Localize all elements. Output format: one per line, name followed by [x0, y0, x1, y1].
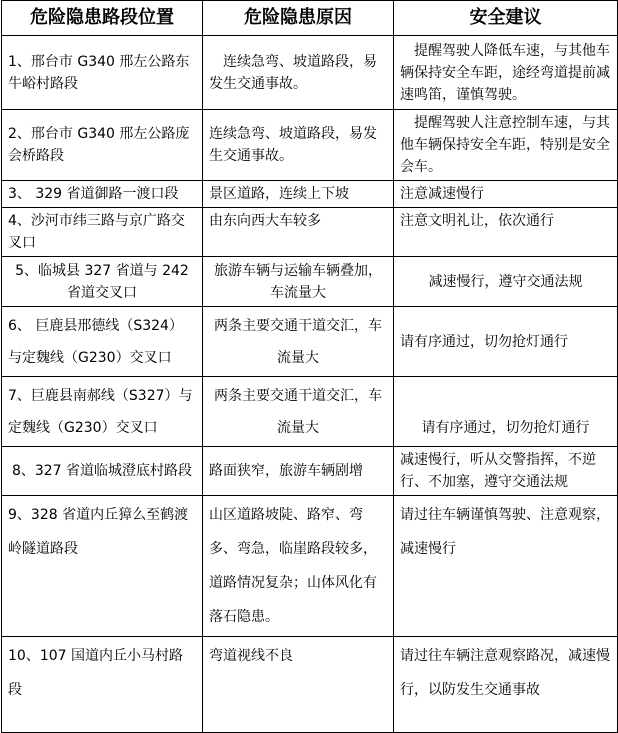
table-row: [2, 377, 618, 447]
advice-cell: 注意文明礼让，依次通行: [394, 208, 618, 257]
table-row: [2, 307, 618, 377]
advice-cell: 注意减速慢行: [394, 181, 618, 208]
advice-cell: 请过往车辆注意观察路况，减速慢行，以防发生交通事故: [394, 637, 618, 733]
cause-cell: 连续急弯、坡道路段，易发生交通事故。: [203, 110, 394, 181]
advice-cell: 减速慢行，听从交警指挥，不逆行、不加塞，遵守交通法规: [394, 447, 618, 496]
location-cell: 2、邢台市 G340 邢左公路庞会桥路段: [2, 110, 203, 181]
table-row: [2, 496, 618, 637]
table-row: [2, 181, 618, 208]
cause-cell: 由东向西大车较多: [203, 208, 394, 257]
hazard-table: [1, 0, 618, 733]
location-cell: 8、327 省道临城澄底村路段: [2, 447, 203, 496]
table-row: [2, 208, 618, 257]
advice-cell: 请有序通过，切勿抢灯通行: [394, 377, 618, 447]
table-row: [2, 447, 618, 496]
advice-cell: 提醒驾驶人降低车速，与其他车辆保持安全车距，途经弯道提前减速鸣笛，谨慎驾驶。: [394, 36, 618, 110]
header-advice: 安全建议: [394, 1, 618, 36]
header-row: [2, 1, 618, 36]
cause-cell: 景区道路，连续上下坡: [203, 181, 394, 208]
cause-cell: 弯道视线不良: [203, 637, 394, 733]
location-cell: 3、 329 省道御路一渡口段: [2, 181, 203, 208]
cause-cell: 两条主要交通干道交汇，车流量大: [203, 377, 394, 447]
advice-cell: 减速慢行，遵守交通法规: [394, 257, 618, 307]
location-cell: 7、巨鹿县南郝线（S327）与定魏线（G230）交叉口: [2, 377, 203, 447]
cause-cell: 两条主要交通干道交汇，车流量大: [203, 307, 394, 377]
location-cell: 1、邢台市 G340 邢左公路东牛峪村路段: [2, 36, 203, 110]
location-cell: 4、沙河市纬三路与京广路交叉口: [2, 208, 203, 257]
table-row: [2, 637, 618, 733]
advice-cell: 请有序通过，切勿抢灯通行: [394, 307, 618, 377]
table-row: [2, 36, 618, 110]
header-cause: 危险隐患原因: [203, 1, 394, 36]
header-location: 危险隐患路段位置: [2, 1, 203, 36]
cause-cell: 旅游车辆与运输车辆叠加，车流量大: [203, 257, 394, 307]
location-cell: 9、328 省道内丘獐么至鹤渡岭隧道路段: [2, 496, 203, 637]
advice-cell: 提醒驾驶人注意控制车速，与其他车辆保持安全车距，特别是安全会车。: [394, 110, 618, 181]
location-cell: 5、临城县 327 省道与 242 省道交叉口: [2, 257, 203, 307]
location-cell: 6、 巨鹿县邢德线（S324）与定魏线（G230）交叉口: [2, 307, 203, 377]
cause-cell: 连续急弯、坡道路段，易发生交通事故。: [203, 36, 394, 110]
table-row: [2, 257, 618, 307]
location-cell: 10、107 国道内丘小马村路段: [2, 637, 203, 733]
cause-cell: 路面狭窄，旅游车辆剧增: [203, 447, 394, 496]
table-row: [2, 110, 618, 181]
advice-cell: 请过往车辆谨慎驾驶、注意观察，减速慢行: [394, 496, 618, 637]
cause-cell: 山区道路坡陡、路窄、弯多、弯急，临崖路段较多，道路情况复杂；山体风化有落石隐患。: [203, 496, 394, 637]
